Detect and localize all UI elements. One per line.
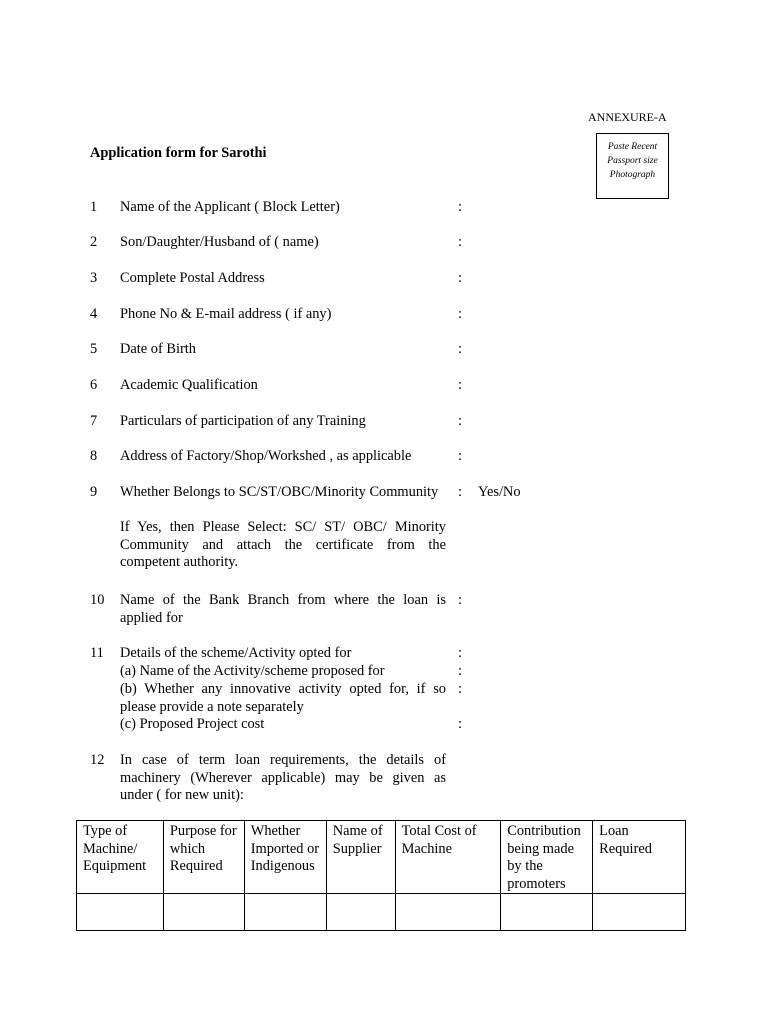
field-colon[interactable]: : xyxy=(458,484,462,500)
item-label: Name of the Bank Branch from where the loan is applied for xyxy=(120,592,446,626)
header-promoter-contribution: Contribution being made by the promoters xyxy=(501,821,593,894)
item-number: 12 xyxy=(90,752,105,768)
item-number: 7 xyxy=(90,413,98,429)
photo-text-line: Passport size xyxy=(607,156,658,166)
field-colon[interactable]: : xyxy=(458,413,462,429)
item-label: Address of Factory/Shop/Workshed , as applicable xyxy=(120,448,412,464)
field-colon[interactable]: : xyxy=(458,448,462,464)
item-number: 4 xyxy=(90,306,98,322)
table-cell-input[interactable] xyxy=(501,894,593,931)
header-loan-required: Loan Required xyxy=(593,821,686,894)
item-label: Date of Birth xyxy=(120,341,196,357)
table-cell-input[interactable] xyxy=(163,894,244,931)
sub-item-b: (b) Whether any innovative activity opted for, if so please provide a note separately xyxy=(120,681,446,715)
table-row xyxy=(77,894,686,931)
item-label: Academic Qualification xyxy=(120,377,258,393)
table-cell-input[interactable] xyxy=(395,894,501,931)
item-label: Complete Postal Address xyxy=(120,270,265,286)
table-cell-input[interactable] xyxy=(244,894,326,931)
field-colon[interactable]: : xyxy=(458,306,462,322)
field-colon[interactable]: : xyxy=(458,234,462,250)
header-total-cost: Total Cost of Machine xyxy=(395,821,501,894)
table-header-row xyxy=(77,821,686,894)
field-colon[interactable]: : xyxy=(458,716,462,732)
field-colon[interactable]: : xyxy=(458,341,462,357)
item-number: 1 xyxy=(90,199,98,215)
field-colon[interactable]: : xyxy=(458,645,462,661)
item-label-note: If Yes, then Please Select: SC/ ST/ OBC/ Minority Community and attach the certificate from the competent authority. xyxy=(120,519,446,570)
annexure-label: ANNEXURE-A xyxy=(588,110,667,124)
field-colon[interactable]: : xyxy=(458,681,462,697)
machinery-table xyxy=(76,820,686,931)
item-number: 11 xyxy=(90,645,104,661)
item-number: 10 xyxy=(90,592,105,608)
field-colon[interactable]: : xyxy=(458,270,462,286)
item-label: In case of term loan requirements, the details of machinery (Wherever applicable) may be given as under ( for new unit): xyxy=(120,752,446,803)
header-type-of-machine: Type of Machine/ Equipment xyxy=(77,821,164,894)
photo-text-line: Paste Recent xyxy=(607,142,658,152)
item-label: Son/Daughter/Husband of ( name) xyxy=(120,234,319,250)
table-cell-input[interactable] xyxy=(593,894,686,931)
item-label: Whether Belongs to SC/ST/OBC/Minority Community xyxy=(120,484,439,500)
item-label: Particulars of participation of any Training xyxy=(120,413,366,429)
item-label: Name of the Applicant ( Block Letter) xyxy=(120,199,340,215)
sub-item-c: (c) Proposed Project cost xyxy=(120,716,265,732)
header-supplier: Name of Supplier xyxy=(326,821,395,894)
item-number: 8 xyxy=(90,448,98,464)
form-title: Application form for Sarothi xyxy=(90,145,267,161)
photo-placeholder-box[interactable] xyxy=(596,133,669,199)
item-number: 5 xyxy=(90,341,98,357)
table-cell-input[interactable] xyxy=(77,894,164,931)
header-imported-or-indigenous: Whether Imported or Indigenous xyxy=(244,821,326,894)
item-label: Phone No & E-mail address ( if any) xyxy=(120,306,332,322)
item-number: 2 xyxy=(90,234,98,250)
sub-item-a: (a) Name of the Activity/scheme proposed for xyxy=(120,663,385,679)
field-colon[interactable]: : xyxy=(458,199,462,215)
header-purpose: Purpose for which Required xyxy=(163,821,244,894)
item-number: 9 xyxy=(90,484,98,500)
field-colon[interactable]: : xyxy=(458,592,462,608)
field-colon[interactable]: : xyxy=(458,663,462,679)
field-colon[interactable]: : xyxy=(458,377,462,393)
table-cell-input[interactable] xyxy=(326,894,395,931)
item-number: 3 xyxy=(90,270,98,286)
item-label: Details of the scheme/Activity opted for xyxy=(120,645,352,661)
item-number: 6 xyxy=(90,377,98,393)
photo-text-line: Photograph xyxy=(609,170,656,180)
yes-no-answer[interactable]: Yes/No xyxy=(478,484,521,500)
